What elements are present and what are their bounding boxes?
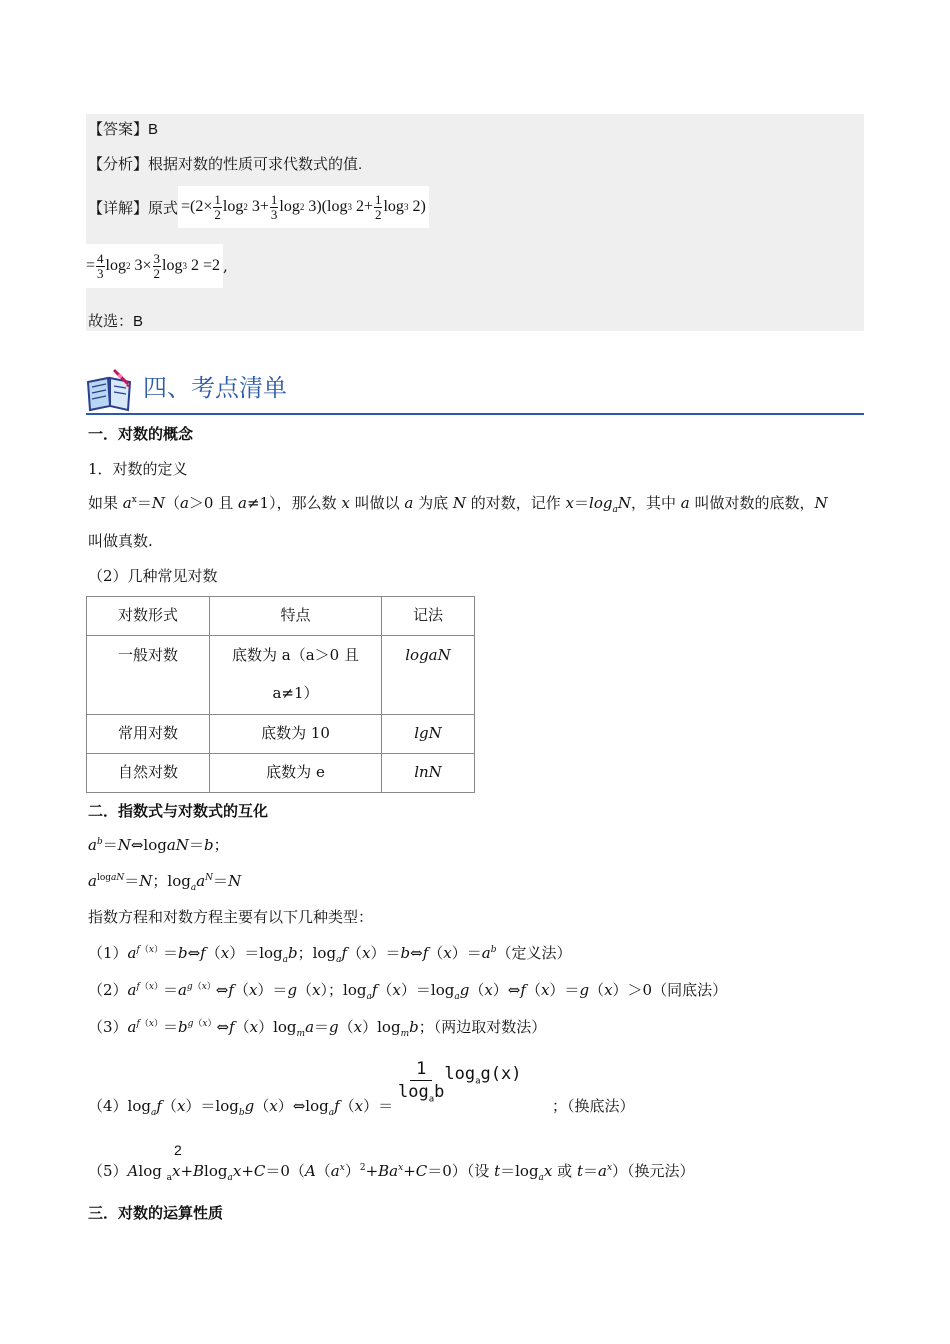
log-types-table	[86, 596, 475, 793]
part1-sub1: 1．对数的定义	[88, 460, 188, 478]
detail-prefix: 原式	[148, 199, 179, 217]
table-cell-feature	[210, 636, 382, 715]
change-of-base-formula: $\frac{1}{\log_ab}$ $\log_ag(x)$	[398, 1059, 522, 1105]
table-cell-feature: 底数为 10	[210, 715, 382, 754]
book-pen-icon	[84, 366, 136, 418]
feature-line: a≠1）	[272, 684, 319, 702]
detail-formula: =(2× $\frac{1}{2}$ log 2 3+ $\frac{1}{3}$ log 2 3)(log 3 2+ $\frac{1}{2}$ log 3 2)	[178, 186, 429, 228]
superscript-two: 2	[174, 1142, 182, 1158]
table-row	[87, 715, 475, 754]
section-divider	[86, 413, 864, 415]
method-label: （同底法）	[652, 981, 728, 999]
table-header: 特点	[210, 597, 382, 636]
equation-type-5: （5）Alog $_ax+Blog_ax+C=0(A(a^x)^2+Ba^x+C=0)$（设 $t=\log_ax$ 或 $t=a^x$）（换元法）	[88, 1162, 695, 1183]
part3-heading: 三．对数的运算性质	[88, 1204, 224, 1222]
detail-label: 【详解】	[88, 199, 149, 217]
table-cell-form: 一般对数	[87, 636, 210, 715]
table-cell-form: 自然对数	[87, 754, 210, 793]
feature-line: 底数为 a（a＞0 且	[232, 646, 359, 664]
method-label: （定义法）	[496, 944, 572, 962]
equation-type-1: $(1)a^{f(x)}=b\Leftrightarrow f(x)=\log_ab$；$\log_af(x)=b\Leftrightarrow f(x)=a^b$（定义法）	[88, 944, 572, 965]
method-label: （换元法）	[627, 1162, 695, 1180]
table-cell-notation: lgN	[382, 715, 475, 754]
part1-heading: 一．对数的概念	[88, 425, 194, 443]
method-label: （换底法）	[567, 1097, 635, 1115]
equation-type-4-left: $(4)\log_af(x)=\log_bg(x)\Leftrightarrow\log_af(x)=$	[88, 1097, 394, 1118]
equation-type-2: $(2)a^{f(x)}=a^{g(x)}\Leftrightarrow f(x)=g(x)$；$\log_af(x)=\log_ag(x)\Leftrightarrow f(x)=g(x)>0$（同底法）	[88, 981, 728, 1002]
detail-result-line	[86, 244, 228, 288]
detail-line	[88, 186, 429, 228]
table-row	[87, 636, 475, 715]
section-title: 四、考点清单	[143, 374, 287, 402]
definition-line2: 叫做真数.	[88, 532, 153, 550]
conversion-rule-2: $a^{logaN}=N$；$\log_aa^N=N$	[88, 872, 242, 893]
part1-sub2: （2）几种常见对数	[88, 567, 218, 585]
part2-intro: 指数方程和对数方程主要有以下几种类型：	[88, 908, 374, 926]
table-header-row	[87, 597, 475, 636]
part2-heading: 二．指数式与对数式的互化	[88, 802, 269, 820]
table-header: 对数形式	[87, 597, 210, 636]
analysis-line	[88, 153, 362, 174]
table-cell-feature: 底数为 e	[210, 754, 382, 793]
equation-type-3: $(3)a^{f(x)}=b^{g(x)}\Leftrightarrow f(x)\log_ma=g(x)\log_mb$；（两边取对数法）	[88, 1018, 547, 1039]
table-cell-notation: logaN	[382, 636, 475, 715]
table-cell-notation: lnN	[382, 754, 475, 793]
choice-line: 故选：B	[88, 313, 144, 330]
answer-line	[88, 118, 158, 139]
detail-result-formula: = $\frac{4}{3}$ log 2 3× $\frac{3}{2}$ log 3 2 =2	[86, 244, 223, 288]
table-header: 记法	[382, 597, 475, 636]
analysis-label: 【分析】	[88, 156, 149, 173]
answer-label: 【答案】	[88, 121, 149, 138]
conversion-rule-1: $a^b=N\Leftrightarrow logaN=b$；	[88, 836, 229, 854]
table-row	[87, 754, 475, 793]
equation-type-4-method: ；（换底法）	[552, 1097, 635, 1115]
detail-comma: ,	[223, 257, 228, 275]
definition-line1: 如果 $a^x=N(a>0$ 且 a≠1），那么数 x 叫做以 a 为底 N 的对数，记作 $x=\log_aN$，其中 a 叫做对数的底数，N	[88, 494, 828, 515]
analysis-text: 根据对数的性质可求代数式的值.	[148, 156, 363, 173]
table-cell-form: 常用对数	[87, 715, 210, 754]
answer-value: B	[148, 121, 159, 138]
method-label: （两边取对数法）	[433, 1018, 547, 1036]
